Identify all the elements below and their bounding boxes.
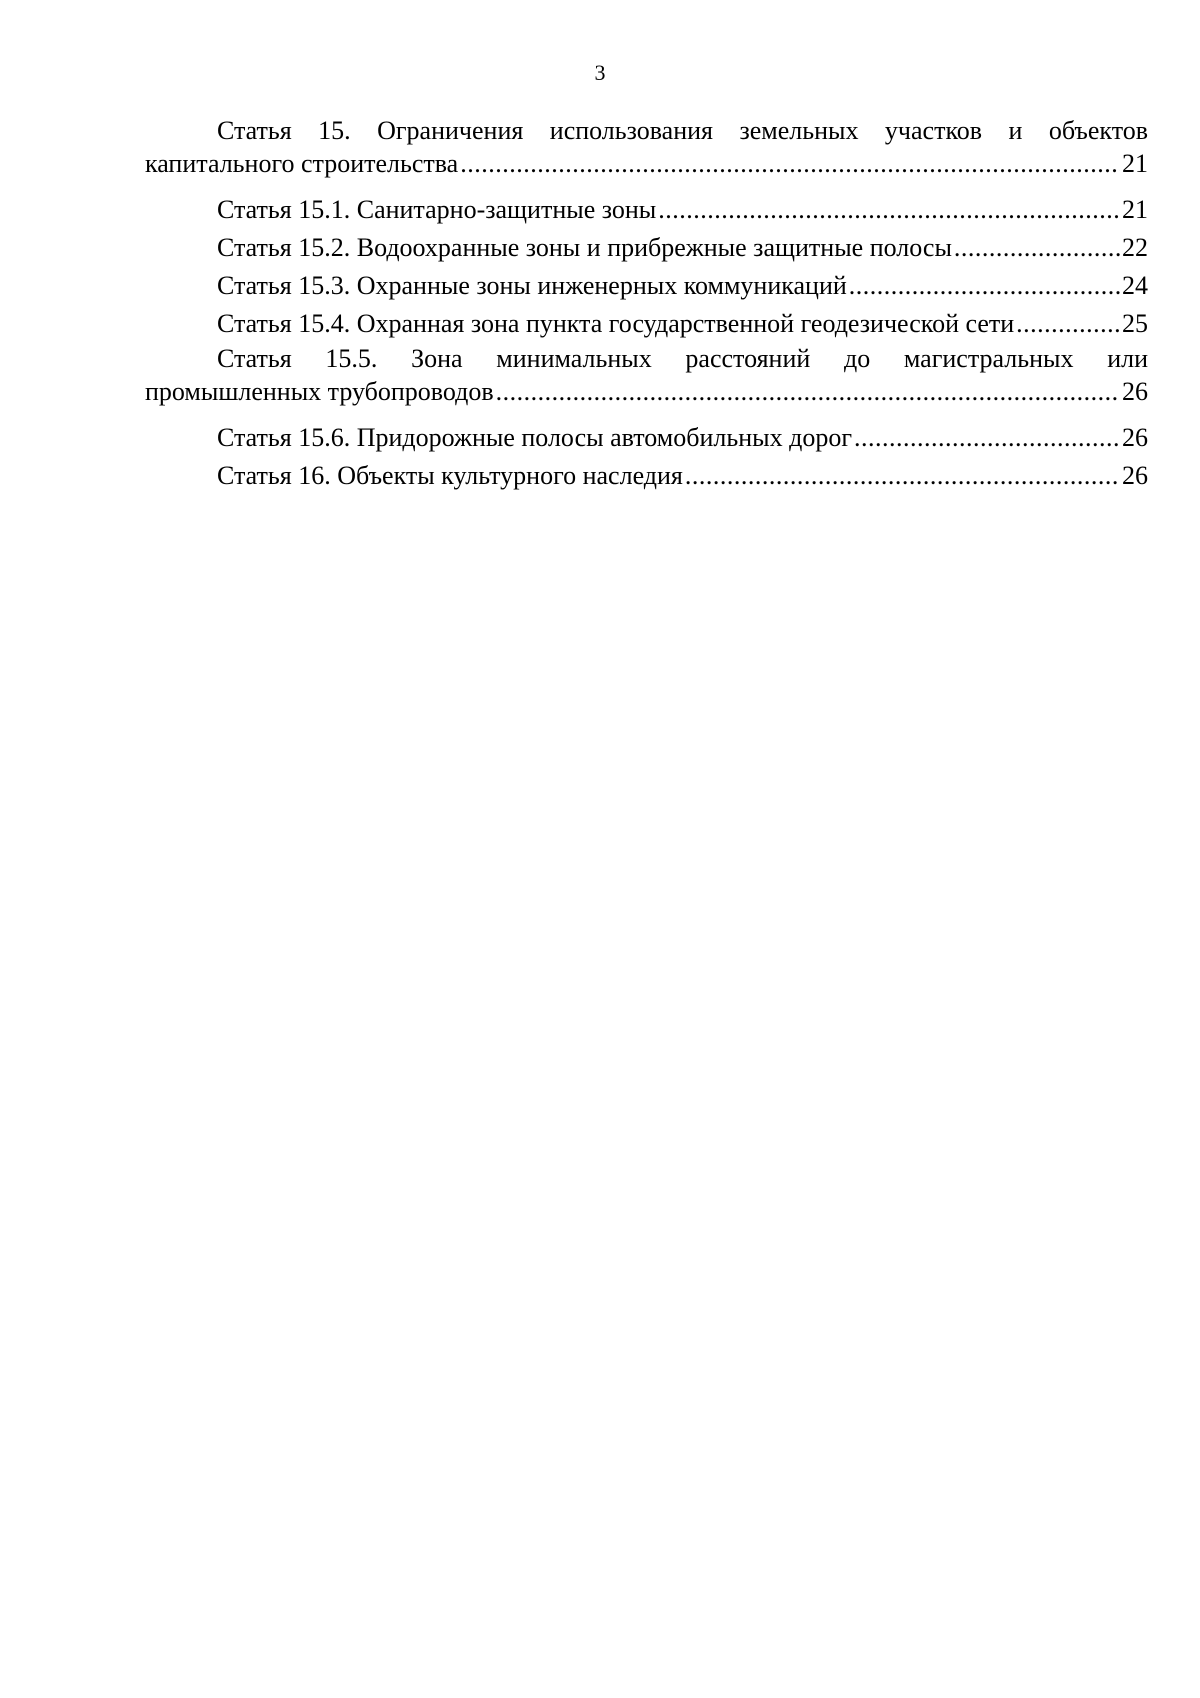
toc-entry-page: 21 — [1122, 195, 1148, 224]
toc-entry-page: 21 — [1122, 149, 1148, 178]
toc-entry-title-line2: капитального строительства — [145, 149, 459, 178]
toc-entry-title: Статья 15.3. Охранные зоны инженерных коммуникаций — [217, 271, 847, 300]
toc-entry[interactable] — [145, 343, 1148, 413]
toc-leader-dots — [685, 457, 1120, 495]
toc-entry-page: 22 — [1122, 233, 1148, 262]
toc-leader-dots — [658, 191, 1120, 229]
toc-entry[interactable] — [145, 191, 1148, 229]
toc-entry[interactable] — [145, 267, 1148, 305]
page-number: 3 — [594, 60, 606, 85]
toc-entry-title: Статья 15.6. Придорожные полосы автомобильных дорог — [217, 423, 852, 452]
toc-entry[interactable] — [145, 229, 1148, 267]
toc-entry[interactable] — [145, 457, 1148, 495]
toc-entry-title-line2: промышленных трубопроводов — [145, 377, 494, 406]
toc-entry-title: Статья 15.4. Охранная зона пункта государственной геодезической сети — [217, 309, 1015, 338]
toc-entry-page: 26 — [1122, 423, 1148, 452]
toc-entry-title: Статья 15.2. Водоохранные зоны и прибрежные защитные полосы — [217, 233, 952, 262]
toc-leader-dots — [496, 375, 1120, 409]
toc-leader-dots — [1016, 305, 1120, 343]
toc-leader-dots — [954, 229, 1120, 267]
toc-entry[interactable] — [145, 115, 1148, 185]
toc-entry-title-line1: Статья 15.5. Зона минимальных расстояний до магистральных или — [217, 344, 1148, 373]
toc-leader-dots — [460, 147, 1120, 181]
table-of-contents — [145, 115, 1148, 495]
toc-entry-title: Статья 16. Объекты культурного наследия — [217, 461, 683, 490]
toc-entry[interactable] — [145, 419, 1148, 457]
toc-leader-dots — [849, 267, 1120, 305]
toc-entry-page: 24 — [1122, 271, 1148, 300]
toc-entry-title-line1: Статья 15. Ограничения использования земельных участков и объектов — [217, 116, 1148, 145]
toc-leader-dots — [854, 419, 1120, 457]
toc-entry-title: Статья 15.1. Санитарно-защитные зоны — [217, 195, 657, 224]
toc-entry[interactable] — [145, 305, 1148, 343]
toc-entry-page: 25 — [1122, 309, 1148, 338]
toc-entry-page: 26 — [1122, 461, 1148, 490]
toc-entry-page: 26 — [1122, 377, 1148, 406]
